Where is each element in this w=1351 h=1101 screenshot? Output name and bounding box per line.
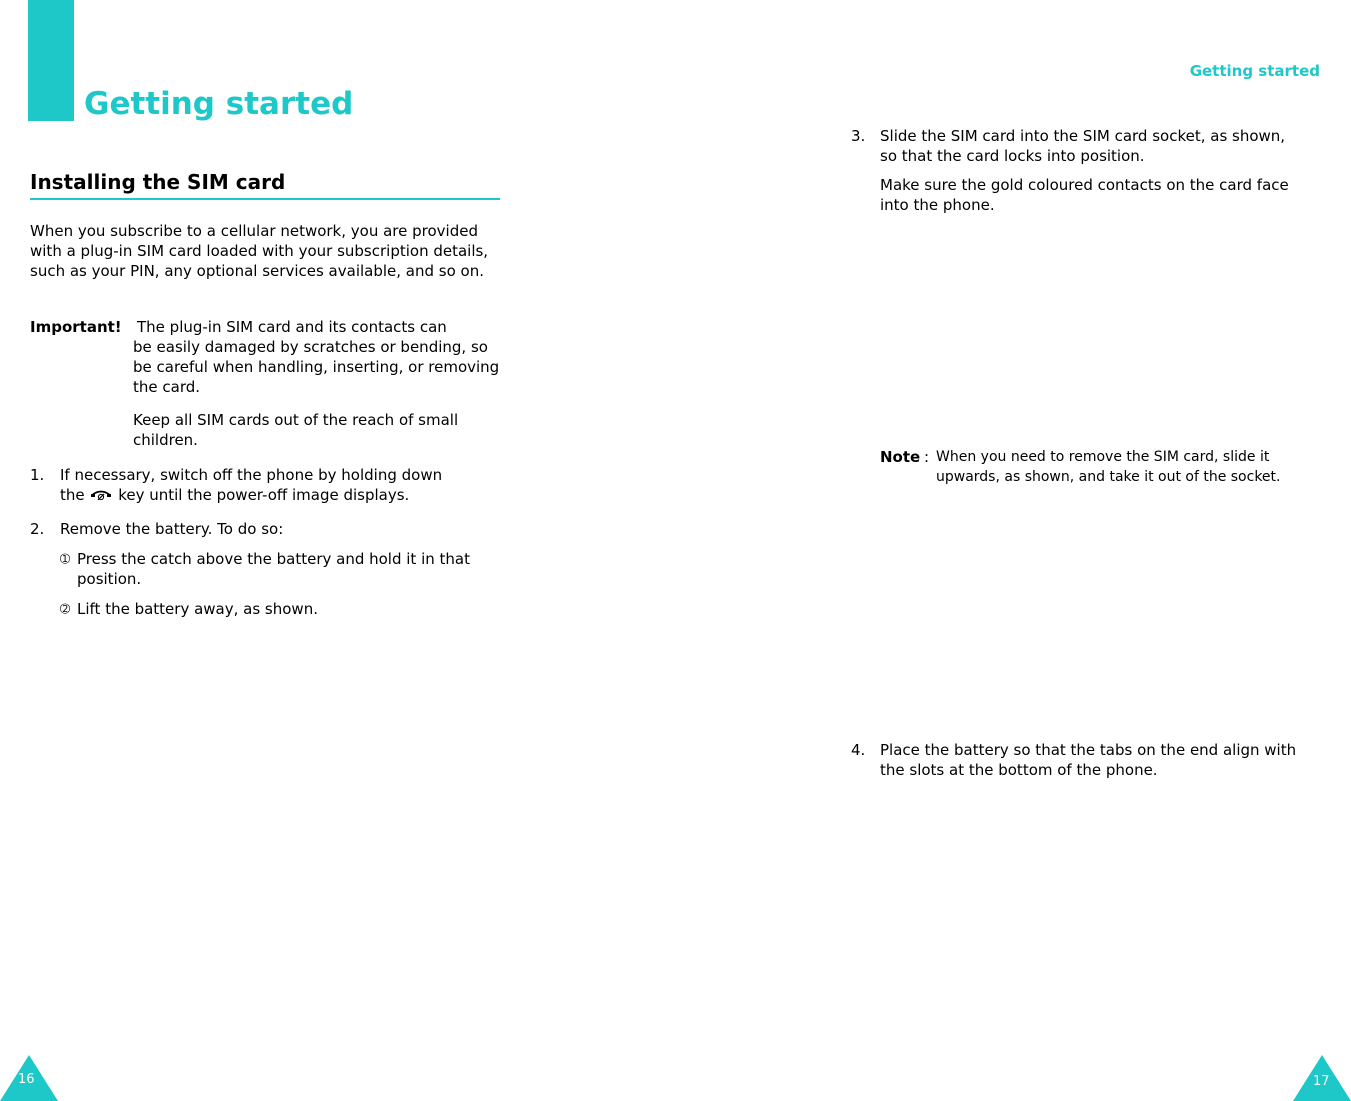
step-2-number: 2.: [30, 520, 45, 538]
step-3-text: Slide the SIM card into the SIM card socket, as shown, so that the card locks into position.: [880, 127, 1286, 165]
note-colon: :: [924, 448, 930, 466]
step-4-text: Place the battery so that the tabs on the end align with the slots at the bottom of the phone.: [880, 741, 1297, 779]
step-1-line-2: [60, 485, 409, 505]
chapter-tab-bar: [28, 0, 74, 121]
substep-2-marker: ➁: [60, 602, 71, 616]
step-1-before-icon: the: [60, 486, 85, 504]
step-3-extra: Make sure the gold coloured contacts on the card face into the phone.: [880, 176, 1289, 214]
chapter-title: Getting started: [84, 86, 354, 122]
step-1-number: 1.: [30, 466, 45, 484]
step-1-line-1: If necessary, switch off the phone by holding down: [60, 466, 443, 484]
step-3-number: 3.: [851, 127, 866, 145]
substep-1-text: Press the catch above the battery and hold it in that position.: [77, 550, 470, 588]
intro-paragraph: When you subscribe to a cellular network, you are provided with a plug-in SIM card loaded with your subscription details, such as your PIN, any optional services available, and so on.: [30, 222, 489, 280]
important-text-first-line: The plug-in SIM card and its contacts can: [137, 318, 447, 336]
substep-1-marker: ➀: [60, 552, 71, 566]
important-text-continued: be easily damaged by scratches or bending, so be careful when handling, inserting, or removing the card.: [133, 338, 500, 396]
step-1-after-icon: key until the power-off image displays.: [118, 486, 410, 504]
important-label: Important!: [30, 318, 122, 336]
step-4-number: 4.: [851, 741, 866, 759]
note-text: When you need to remove the SIM card, slide it upwards, as shown, and take it out of the socket.: [936, 449, 1281, 485]
substep-2-text: Lift the battery away, as shown.: [77, 600, 318, 618]
note-label: Note: [880, 448, 921, 466]
step-2-text: Remove the battery. To do so:: [60, 520, 284, 538]
important-text-keep-away: Keep all SIM cards out of the reach of small children.: [133, 411, 459, 449]
section-divider: [30, 198, 500, 200]
end-call-key-icon: [89, 487, 113, 501]
page-number-right: 17: [1313, 1074, 1330, 1089]
running-header: Getting started: [1189, 62, 1320, 80]
page-number-left: 16: [18, 1072, 35, 1087]
section-title: Installing the SIM card: [30, 170, 286, 194]
